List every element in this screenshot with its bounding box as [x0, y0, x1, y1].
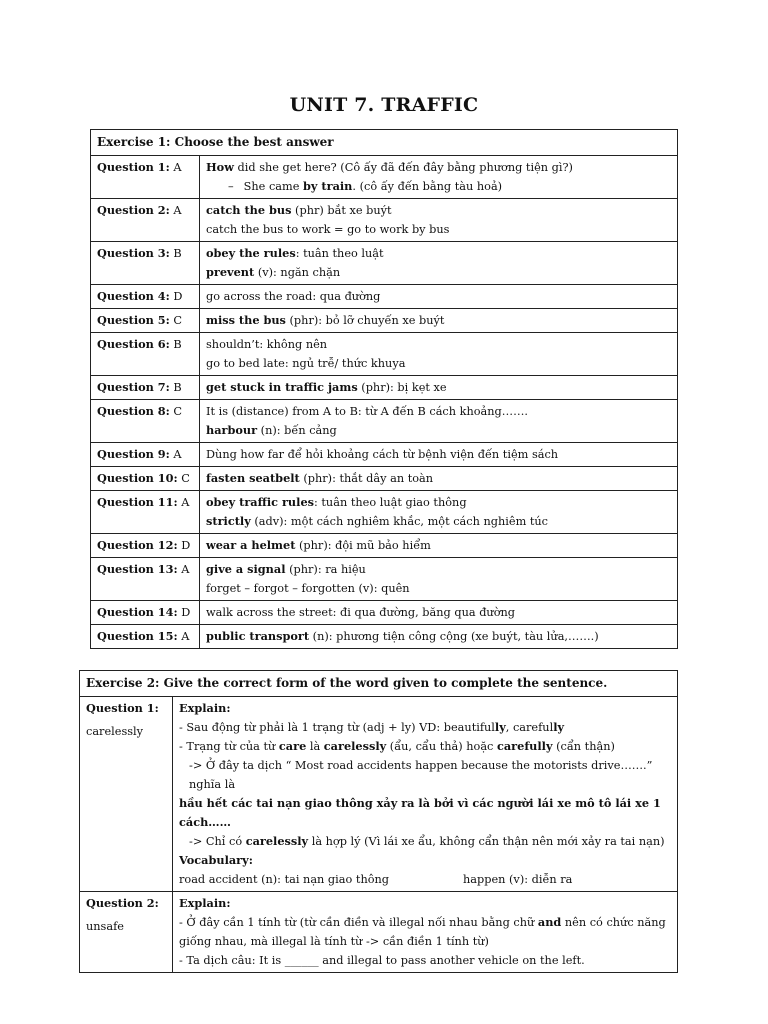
note-line: public transport (n): phương tiện công cộng (xe buýt, tàu lửa,…….) — [206, 629, 599, 643]
answer-word: carelessly — [86, 725, 144, 738]
question-cell: Question 8: C — [91, 400, 200, 443]
table-row — [91, 400, 678, 443]
explain-line: - Ta dịch câu: It is ______ and illegal to pass another vehicle on the left. — [179, 954, 585, 967]
note-line: strictly (adv): một cách nghiêm khắc, một cách nghiêm túc — [206, 514, 549, 528]
explanation-cell — [173, 892, 678, 973]
table-row — [91, 199, 678, 242]
note-line: catch the bus to work = go to work by bus — [206, 223, 450, 236]
note-line: go to bed late: ngủ trễ/ thức khuya — [206, 357, 406, 370]
question-cell: Question 7: B — [91, 376, 200, 400]
question-cell: Question 1: A — [91, 156, 200, 199]
question-cell: Question 3: B — [91, 242, 200, 285]
explain-label: Explain: — [179, 701, 231, 715]
answer-note-cell — [200, 601, 678, 625]
explain-line: - Trạng từ của từ care là carelessly (ẩu, cẩu thả) hoặc carefully (cẩn thận) — [179, 739, 615, 753]
explain-line: -> Ở đây ta dịch “ Most road accidents happen because the motorists drive…….” nghĩa là — [189, 759, 653, 791]
exercise-2-table — [79, 670, 678, 973]
answer-word: unsafe — [86, 920, 124, 933]
table-row — [91, 467, 678, 491]
exercise-1-body — [91, 156, 678, 649]
question-cell: Question 12: D — [91, 534, 200, 558]
explain-line: -> Chỉ có carelessly là hợp lý (Vì lái xe ẩu, không cẩn thận nên mới xảy ra tai nạn) — [189, 834, 665, 848]
explain-line: - Sau động từ phải là 1 trạng từ (adj + ly) VD: beautifully, carefully — [179, 720, 565, 734]
note-line: How did she get here? (Cô ấy đã đến đây bằng phương tiện gì?) — [206, 160, 573, 174]
table-row — [91, 443, 678, 467]
note-line: forget – forgot – forgotten (v): quên — [206, 582, 410, 595]
question-cell — [80, 892, 173, 973]
table-row — [91, 333, 678, 376]
note-line: go across the road: qua đường — [206, 290, 381, 303]
table-row — [80, 892, 678, 973]
note-line: give a signal (phr): ra hiệu — [206, 562, 366, 576]
explain-line: - Ở đây cần 1 tính từ (từ cần điền và illegal nối nhau bằng chữ and nên có chức năng giống nhau, mà illegal là tính từ -> cần điền 1 tính từ) — [179, 915, 666, 948]
table-row — [91, 491, 678, 534]
answer-note-cell — [200, 400, 678, 443]
answer-note-cell — [200, 242, 678, 285]
answer-note-cell — [200, 625, 678, 649]
note-line: obey the rules: tuân theo luật — [206, 246, 384, 260]
page-title: UNIT 7. TRAFFIC — [289, 94, 479, 116]
question-cell: Question 6: B — [91, 333, 200, 376]
vocabulary-row: road accident (n): tai nạn giao thông happen (v): diễn ra — [179, 873, 573, 886]
table-row — [91, 601, 678, 625]
note-line: walk across the street: đi qua đường, băng qua đường — [206, 606, 516, 619]
answer-note-cell — [200, 534, 678, 558]
question-cell: Question 10: C — [91, 467, 200, 491]
question-cell: Question 9: A — [91, 443, 200, 467]
question-cell: Question 4: D — [91, 285, 200, 309]
table-row — [80, 697, 678, 892]
note-line: shouldn’t: không nên — [206, 338, 328, 351]
exercise-1-heading: Exercise 1: Choose the best answer — [91, 130, 678, 156]
question-label: Question 2: — [86, 896, 159, 910]
exercise-1-table — [90, 129, 678, 649]
question-cell: Question 13: A — [91, 558, 200, 601]
note-line: prevent (v): ngăn chặn — [206, 265, 341, 279]
note-line: It is (distance) from A to B: từ A đến B cách khoảng……. — [206, 405, 528, 418]
question-cell — [80, 697, 173, 892]
note-line: harbour (n): bến cảng — [206, 423, 337, 437]
table-row — [91, 558, 678, 601]
note-line: wear a helmet (phr): đội mũ bảo hiểm — [206, 538, 431, 552]
note-line: miss the bus (phr): bỏ lỡ chuyến xe buýt — [206, 313, 445, 327]
question-cell: Question 2: A — [91, 199, 200, 242]
table-row — [91, 309, 678, 333]
question-cell: Question 14: D — [91, 601, 200, 625]
answer-note-cell — [200, 285, 678, 309]
exercise-2-heading: Exercise 2: Give the correct form of the word given to complete the sentence. — [80, 671, 678, 697]
answer-note-cell — [200, 443, 678, 467]
vocabulary-label: Vocabulary: — [179, 853, 253, 867]
explain-label: Explain: — [179, 896, 231, 910]
answer-note-cell — [200, 558, 678, 601]
answer-note-cell — [200, 309, 678, 333]
answer-note-cell — [200, 156, 678, 199]
table-row — [91, 534, 678, 558]
question-cell: Question 11: A — [91, 491, 200, 534]
answer-note-cell — [200, 491, 678, 534]
answer-note-cell — [200, 467, 678, 491]
question-cell: Question 5: C — [91, 309, 200, 333]
note-line: fasten seatbelt (phr): thắt dây an toàn — [206, 471, 434, 485]
note-line: get stuck in traffic jams (phr): bị kẹt xe — [206, 380, 447, 394]
answer-note-cell — [200, 333, 678, 376]
question-label: Question 1: — [86, 701, 159, 715]
answer-note-cell — [200, 199, 678, 242]
note-line: catch the bus (phr) bắt xe buýt — [206, 203, 392, 217]
table-row — [91, 242, 678, 285]
explain-line: hầu hết các tai nạn giao thông xảy ra là bởi vì các người lái xe mô tô lái xe 1 cách…… — [179, 796, 661, 829]
table-row — [91, 285, 678, 309]
question-cell: Question 15: A — [91, 625, 200, 649]
table-row — [91, 625, 678, 649]
explanation-cell — [173, 697, 678, 892]
note-line: obey traffic rules: tuân theo luật giao thông — [206, 495, 467, 509]
note-line: – She came by train. (cô ấy đến bằng tàu hoả) — [228, 179, 503, 193]
note-line: Dùng how far để hỏi khoảng cách từ bệnh viện đến tiệm sách — [206, 448, 559, 461]
table-row — [91, 156, 678, 199]
table-row — [91, 376, 678, 400]
answer-note-cell — [200, 376, 678, 400]
